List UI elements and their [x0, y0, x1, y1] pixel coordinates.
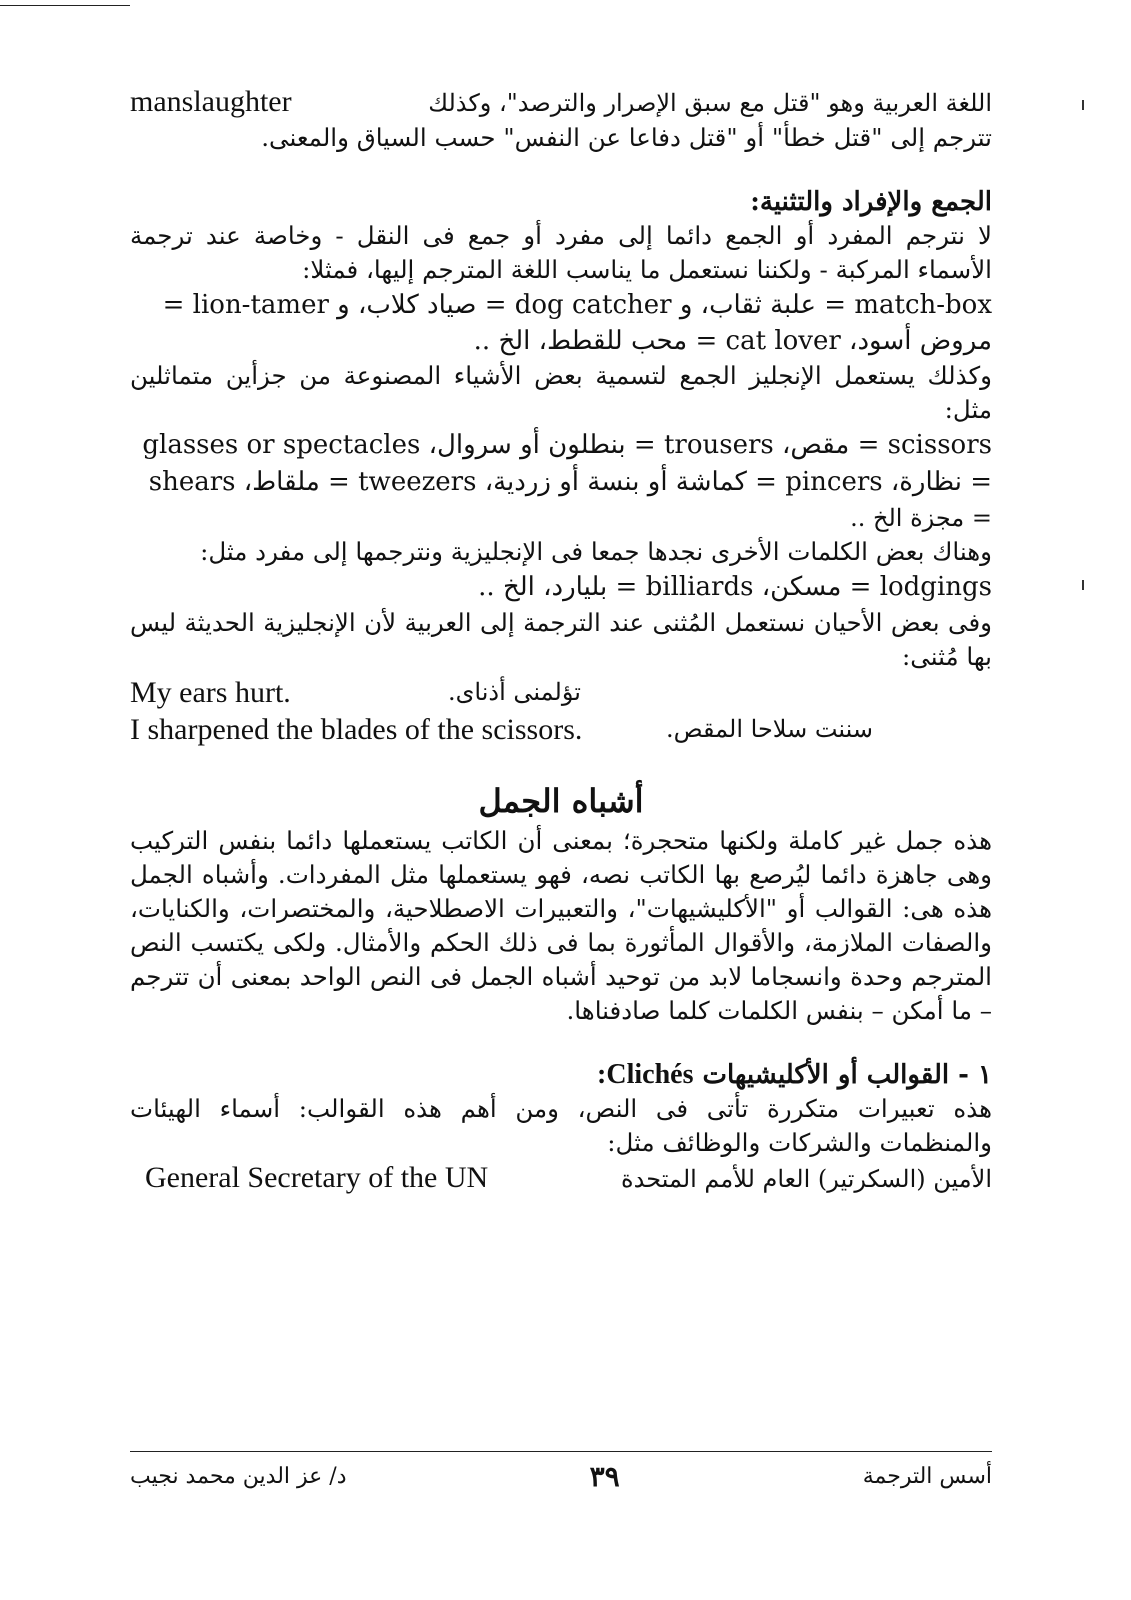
- term-manslaughter: manslaughter: [130, 85, 292, 118]
- example-compound-1: match-box = علبة ثقاب، و dog catcher = صياد كلاب، و lion-tamer =: [162, 290, 992, 320]
- example-plural-singular: lodgings = مسكن، billiards = بليارد، الخ ..: [478, 572, 992, 602]
- p1-line1-arabic: اللغة العربية وهو "قتل مع سبق الإصرار والترصد"، وكذلك: [428, 89, 992, 117]
- heading-cliches: [130, 1058, 992, 1092]
- p1-line1: [130, 84, 992, 121]
- example-compound-2: مروض أسود، cat lover = محب للقطط، الخ ..: [473, 326, 992, 356]
- heading-plural-singular-dual: الجمع والإفراد والتثنية:: [750, 187, 992, 217]
- example-pairs-2: = نظارة، pincers = كماشة أو بنسة أو زردية، tweezers = ملقاط، shears: [148, 467, 992, 497]
- page-footer: [130, 1451, 992, 1493]
- example-pairs-1: scissors = مقص، trousers = بنطلون أو سروال، glasses or spectacles: [142, 430, 992, 460]
- example-ears-arabic: تؤلمنى أذناى.: [448, 678, 581, 706]
- paragraph-cliches: هذه تعبيرات متكررة تأتى فى النص، ومن أهم هذه القوالب: أسماء الهيئات والمنظمات والشركات والوظائف مثل:: [130, 1094, 992, 1157]
- footer-author: د/ عز الدين محمد نجيب: [130, 1464, 347, 1489]
- heading-phrases: أشباه الجمل: [478, 782, 644, 820]
- footer-rule: [130, 1451, 992, 1452]
- heading-cliches-english: Clichés:: [597, 1059, 694, 1090]
- heading-cliches-arabic: ١ - القوالب أو الأكليشيهات: [702, 1060, 992, 1090]
- paragraph-two-part-objects: وكذلك يستعمل الإنجليز الجمع لتسمية بعض الأشياء المصنوعة من جزأين متماثلين مثل:: [130, 361, 992, 424]
- example-un-english: General Secretary of the UN: [145, 1161, 489, 1194]
- p1-line2: تترجم إلى "قتل خطأ" أو "قتل دفاعا عن النفس" حسب السياق والمعنى.: [261, 123, 992, 152]
- margin-mark: [1082, 100, 1084, 110]
- example-scissors-arabic: سننت سلاحا المقص.: [666, 715, 874, 743]
- page-number: ٣٩: [589, 1460, 620, 1493]
- example-un-arabic: الأمين (السكرتير) العام للأمم المتحدة: [621, 1165, 992, 1193]
- example-ears: [130, 674, 992, 711]
- example-un: [130, 1160, 992, 1197]
- example-ears-english: My ears hurt.: [130, 676, 291, 709]
- paragraph-plural-to-singular: وهناك بعض الكلمات الأخرى نجدها جمعا فى الإنجليزية ونترجمها إلى مفرد مثل:: [200, 537, 992, 566]
- paragraph-phrases: هذه جمل غير كاملة ولكنها متحجرة؛ بمعنى أن الكاتب يستعملها دائما بنفس التركيب وهى جاهزة دائما ليُرصع بها الكاتب نصه، فهو يستعملها مثل المفردات. وأشباه الجمل هذه هى: القوالب أو "الأكليشيهات"، والتعبيرات الاصطلاحية، والمختصرات، والكنايات، والصفات الملازمة، والأقوال المأثورة بما فى ذلك الحكم والأمثال. ولكى يكتسب النص المترجم وحدة وانسجاما لابد من توحيد أشباه الجمل فى النص الواحد بمعنى أن تترجم – ما أمكن – بنفس الكلمات كلما صادفناها.: [130, 826, 992, 1025]
- footer-book-title: أسس الترجمة: [862, 1464, 992, 1489]
- example-scissors: [130, 711, 992, 748]
- example-pairs-3: = مجزة الخ ..: [850, 504, 992, 532]
- margin-mark: [1082, 580, 1084, 590]
- paragraph-plural: لا نترجم المفرد أو الجمع دائما إلى مفرد أو جمع فى النقل - وخاصة عند ترجمة الأسماء المركبة - ولكننا نستعمل ما يناسب اللغة المترجم إليها، فمثلا:: [130, 221, 992, 284]
- example-scissors-english: I sharpened the blades of the scissors.: [130, 713, 583, 746]
- paragraph-dual: وفى بعض الأحيان نستعمل المُثنى عند الترجمة إلى العربية لأن الإنجليزية الحديثة ليس بها مُثنى:: [130, 608, 992, 671]
- top-rule: [0, 5, 130, 6]
- page-body: [130, 84, 992, 1197]
